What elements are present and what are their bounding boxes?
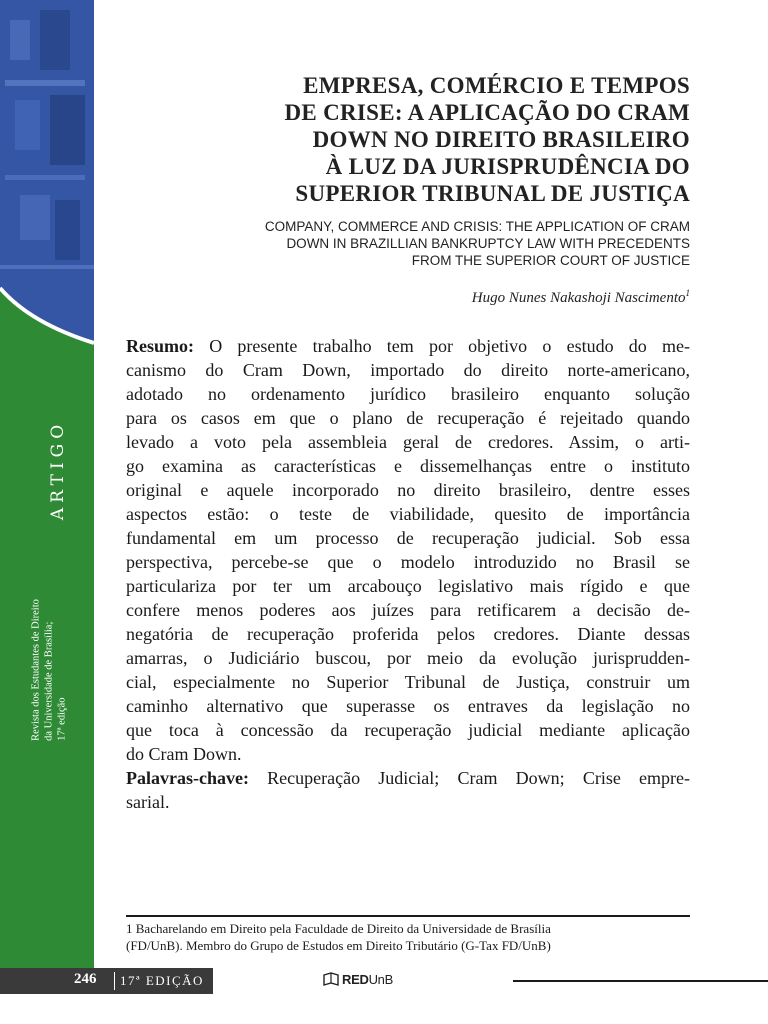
author-footnote-ref[interactable]: 1: [685, 288, 690, 298]
footer-divider: [114, 972, 115, 990]
sidebar: [0, 0, 94, 968]
abstract-line: go examina as características e dissemelhanças entre o instituto: [126, 456, 690, 476]
article-title: EMPRESA, COMÉRCIO E TEMPOS DE CRISE: A APLICAÇÃO DO CRAM DOWN NO DIREITO BRASILEIRO À LUZ DA JURISPRUDÊNCIA DO SUPERIOR TRIBUNAL DE JUSTIÇA: [284, 73, 690, 206]
footnote: 1 Bacharelando em Direito pela Faculdade de Direito da Universidade de Brasília (FD/UnB). Membro do Grupo de Estudos em Direito Tributário (G-Tax FD/UnB): [126, 921, 551, 953]
keywords-line: Palavras-chave: Recuperação Judicial; Cram Down; Crise empre-: [126, 768, 690, 788]
english-title: COMPANY, COMMERCE AND CRISIS: THE APPLICATION OF CRAM DOWN IN BRAZILLIAN BANKRUPTCY LAW WITH PRECEDENTS FROM THE SUPERIOR COURT OF JUSTICE: [264, 219, 690, 268]
abstract-line: Resumo: O presente trabalho tem por objetivo o estudo do me-: [126, 336, 690, 356]
page-number: 246: [74, 971, 97, 987]
abstract-line: caminho alternativo que superasse os entraves da legislação no: [126, 696, 690, 716]
section-label: ARTIGO: [48, 419, 68, 521]
abstract-line: amarras, o Judiciário buscou, por meio da evolução jurisprudden-: [126, 648, 690, 668]
abstract-line: canismo do Cram Down, importado do direito norte-americano,: [126, 360, 690, 380]
footnote-divider: [126, 915, 690, 917]
keywords-line: sarial.: [126, 792, 170, 812]
abstract-line: particulariza por ter um arcabouço legislativo mais rígido e que: [126, 576, 690, 596]
abstract-line: cial, especialmente no Superior Tribunal de Justiça, construir um: [126, 672, 690, 692]
cover-photo: [0, 0, 94, 350]
abstract-line: levado a voto pela assembleia geral de credores. Assim, o arti-: [126, 432, 690, 452]
abstract-line: adotado no ordenamento jurídico brasileiro enquanto solução: [126, 384, 690, 404]
author-name: Hugo Nunes Nakashoji Nascimento$^1$: [471, 288, 690, 306]
abstract-line: confere menos poderes aos juízes para retificarem a decisão de-: [126, 600, 690, 620]
abstract-line: para os casos em que o plano de recuperação é rejeitado quando: [126, 408, 690, 428]
footer-rule: [513, 980, 768, 982]
abstract-line: perspectiva, percebe-se que o modelo introduzido no Brasil se: [126, 552, 690, 572]
footer-bar: [0, 968, 213, 994]
abstract: [126, 334, 690, 814]
red-unb-logo: REDUnB: [323, 972, 393, 992]
abstract-line: do Cram Down.: [126, 744, 242, 764]
keywords-label: Palavras-chave:: [126, 768, 249, 788]
abstract-line: original e aquele incorporado no direito brasileiro, dentre esses: [126, 480, 690, 500]
journal-name: Revista dos Estudantes de Direito da Universidade de Brasília; 17ª edição: [30, 599, 68, 741]
abstract-line: aspectos estão: o teste de viabilidade, quesito de importância: [126, 504, 690, 524]
abstract-line: negatória de recuperação proferida pelos credores. Diante dessas: [126, 624, 690, 644]
abstract-line: fundamental em um processo de recuperação judicial. Sob essa: [126, 528, 690, 548]
edition-label: 17ª EDIÇÃO: [120, 973, 204, 988]
book-icon: [323, 972, 339, 986]
abstract-line: que toca à concessão da recuperação judicial mediante aplicação: [126, 720, 690, 740]
abstract-label: Resumo:: [126, 336, 194, 356]
